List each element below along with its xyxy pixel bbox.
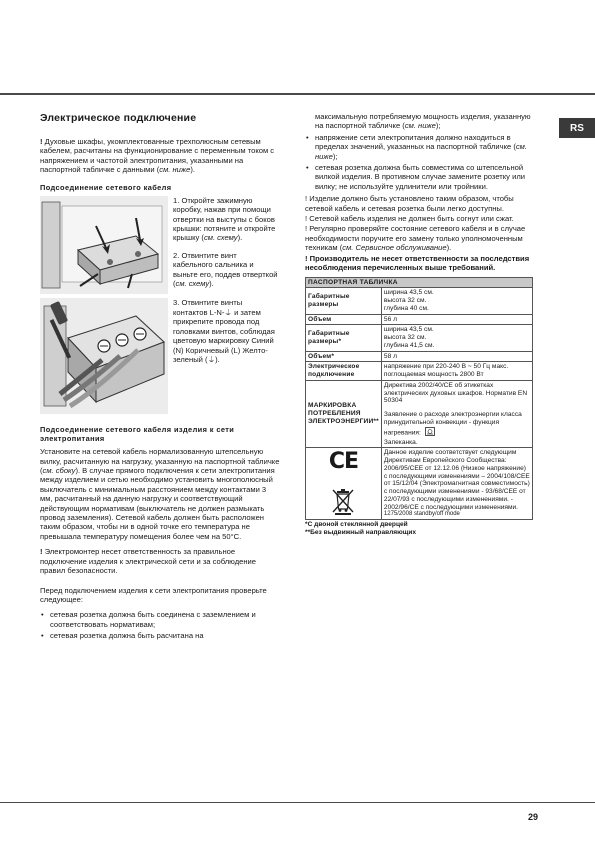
note-accessible: ! Изделие должно быть установлено таким образом, чтобы сетевой кабель и сетевая розетка были легко доступны. [305,194,514,213]
note-cable-bent: ! Сетевой кабель изделия не должен быть согнут или сжат. [305,214,514,224]
list-item: • сетевая розетка должна быть совместима со штепсельной вилкой изделия. В противном случае замените розетку или вилку; не используйте удлинители или тройники. [305,163,538,191]
intro-paragraph: ! Духовые шкафы, укомплектованные трехполюсным сетевым кабелем, расчитаны на функционирование с переменным током с напряжением и частотой электропитания, указанными на паспортной табличке с данными (см. ниже). [40,137,275,175]
language-tab: RS [559,118,595,138]
subheading-cable: Подсоединение сетевого кабеля [40,182,172,192]
list-item: • сетевая розетка должна быть расчитана на [40,631,280,640]
rating-plate-table [305,277,533,521]
step-3: 3. Отвинтите винты контактов L-N-⏚ и затем прикрепите провода под головками винтов, соблюдая цветовую маркировку Синий (N) Коричневый (L) Желто-зеленый (⏚). [173,298,275,364]
terminal-box-figure [40,196,168,296]
ground-icon: ⏚ [207,354,216,364]
step-row-1 [40,196,280,297]
check-intro: Перед подключением изделия к сети электропитания проверьте следующее: [40,585,267,604]
section-title: Электрическое подключение [40,112,197,124]
left-column [40,112,280,644]
step-1: 1. Откройте зажимную коробку, нажав при помощи отвертки на выступы с боков крышки: потяните и откройте крышку (см. схему). [173,195,276,243]
ce-mark-icon: CE [328,448,359,474]
table-row: Объем 56 л [306,314,533,325]
terminal-screws-figure [40,298,168,416]
table-header: ПАСПОРТНАЯ ТАБЛИЧКА [306,277,533,288]
right-column [305,112,538,537]
table-row: Объем* 58 л [306,351,533,362]
table-row: Электрическое подключение напряжение при 220-240 В ~ 50 Гц макс. поглощаемая мощность 2800 Вт [306,362,533,381]
ground-icon: ⏚ [224,307,232,317]
table-row: Габаритные размеры* ширина 43,5 см. высота 32 см. глубина 41,5 см. [306,325,533,351]
footnotes: *С двоной стеклянной дверцей **Без выдвижный направляющих [305,521,417,537]
check-list-left [40,610,280,640]
note-check-cable: ! Регулярно проверяйте состояние сетевого кабеля и в случае необходимости поручите его замену только уполномоченным техникам (см. Сервисное обслуживание). [305,224,526,253]
weee-bin-icon [331,487,355,515]
bottom-rule [0,802,595,803]
table-row: CE Данное изделие соответствует следующим Директивам Европейского Сообщества: 2006/95/CEE от 12.12.06 (Низкое напряжение) с последующими изменениями – 2004/108/CEE от 15/12/04 (Электромагнитная совместимость) с последующими изменениями - 93/68/CEE от 22/07/93 с последующими изменениями. - 2002/96/CE с последующими изменениями. 1275/2008 standby/off mode [306,448,533,520]
mains-paragraph: Установите на сетевой кабель нормализованную штепсельную вилку, расчитанную на нагрузку, указанную на паспортной табличке (см. сбоку). В случае прямого подключения к сети электропитания между изделием и сетью необходимо установить многополюсный выключатель с минимальным расстоянием между контактами 3 мм, расчитанный на данную нагрузку и соответствующий действующим нормативам (выключатель не должен размыкать провод заземления). Сетевой кабель должен быть расположен таким образом, чтобы ни в одной точке его температура не превышала температуру помещения более чем на 50°C. [40,447,280,541]
page-number: 29 [528,812,539,822]
step-row-3 [40,298,280,416]
table-row: Габаритные размеры ширина 43,5 см. высота 32 см. глубина 40 см. [306,288,533,314]
list-item: • напряжение сети электропитания должно находиться в пределах значений, указанных на паспортной табличке (см. ниже); [305,133,538,161]
continued-bullet: максимальную потребляемую мощность изделия, указанную на паспортной табличке (см. ниже); [315,112,531,131]
steps-1-2 [173,196,278,297]
electrician-note: ! Электромонтер несет ответственность за правильное подключение изделия к электрической сети и за соблюдение правил безопасности. [40,547,257,576]
check-list-right [305,133,538,191]
note-liability: ! Производитель не несет ответственности за последствия несоблюдения перечисленных выше требований. [305,253,530,273]
top-rule [0,93,595,95]
oven-fan-icon [425,427,435,439]
step-2: 2. Отвинтите винт кабельного сальника и выньте его, поддев отверткой (см. схему). [173,250,278,289]
table-row: МАРКИРОВКА ПОТРЕБЛЕНИЯ ЭЛЕКТРОЭНЕРГИИ** Директива 2002/40/CE об этикетках электрических духовых шкафов. Норматив EN 50304 Заявление о расходе электроэнергии класса принудительной конвекции - функция нагревания: Запеканка. [306,380,533,447]
subheading-mains: Подсоединение сетевого кабеля изделия к сети электропитания [40,424,235,444]
list-item: • сетевая розетка должна быть соединена с заземлением и соответствовать нормативам; [40,610,280,629]
